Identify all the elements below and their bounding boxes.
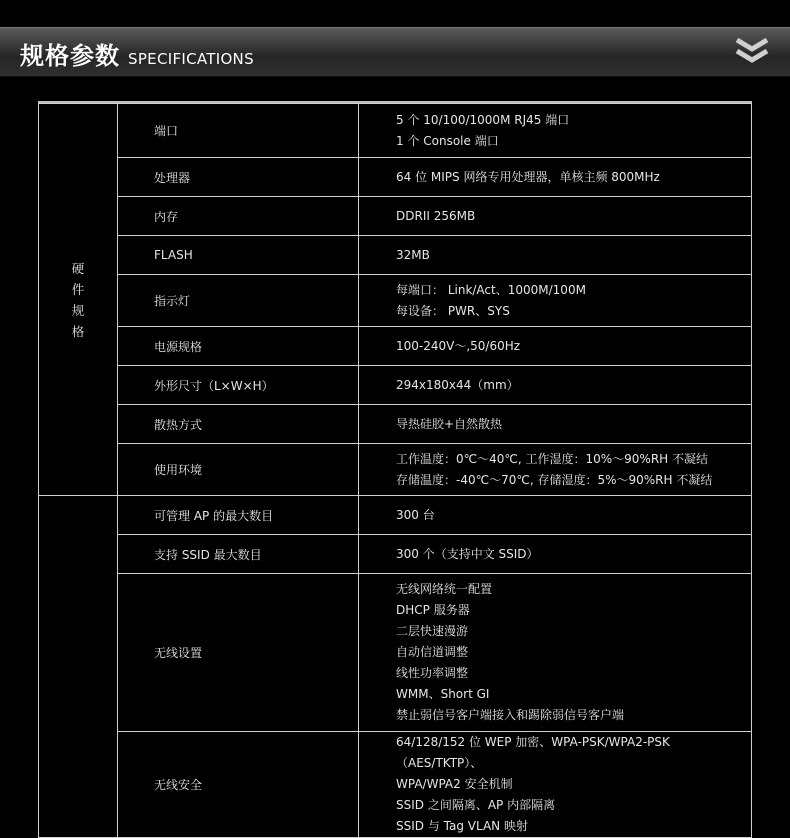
spec-name: 支持 SSID 最大数目 (118, 535, 359, 574)
spec-value-line: 导热硅胶+自然散热 (396, 416, 503, 431)
section-title (20, 36, 254, 70)
spec-value-line: 5 个 10/100/1000M RJ45 端口 (396, 112, 570, 127)
spec-row (39, 104, 752, 158)
spec-row (39, 444, 752, 496)
spec-name: 电源规格 (118, 327, 359, 366)
spec-value (359, 197, 752, 236)
spec-name: 外形尺寸（L×W×H） (118, 366, 359, 405)
spec-value (359, 275, 752, 327)
spec-value (359, 104, 752, 158)
spec-value (359, 236, 752, 275)
spec-name: 无线设置 (118, 574, 359, 732)
spec-row (39, 197, 752, 236)
spec-value-line: 64/128/152 位 WEP 加密、WPA-PSK/WPA2-PSK（AES/TKTP）、 (396, 735, 670, 770)
spec-row (39, 574, 752, 732)
category-char: 规 (71, 302, 85, 318)
spec-value-line: 64 位 MIPS 网络专用处理器，单核主频 800MHz (396, 169, 660, 184)
title-english: SPECIFICATIONS (128, 50, 254, 68)
spec-row (39, 535, 752, 574)
spec-value-line: 300 台 (396, 507, 435, 522)
category-cell (39, 104, 118, 496)
spec-row (39, 327, 752, 366)
specifications-table-wrap (38, 101, 752, 838)
spec-value-line: WPA/WPA2 安全机制 (396, 777, 513, 791)
spec-name: 散热方式 (118, 405, 359, 444)
spec-name: 使用环境 (118, 444, 359, 496)
spec-row (39, 158, 752, 197)
spec-value (359, 327, 752, 366)
spec-name: 端口 (118, 104, 359, 158)
spec-value-line: 存储温度：-40℃～70℃, 存储湿度：5%～90%RH 不凝结 (396, 472, 713, 487)
spec-value-line: 二层快速漫游 (396, 624, 469, 638)
spec-row (39, 236, 752, 275)
spec-value (359, 574, 752, 732)
spec-row (39, 732, 752, 838)
spec-value (359, 496, 752, 535)
spec-name: 处理器 (118, 158, 359, 197)
title-chinese: 规格参数 (20, 42, 120, 70)
spec-row (39, 405, 752, 444)
spec-value (359, 535, 752, 574)
spec-name: 无线安全 (118, 732, 359, 838)
spec-value-line: SSID 与 Tag VLAN 映射 (396, 819, 528, 833)
spec-row (39, 275, 752, 327)
spec-row (39, 366, 752, 405)
spec-value (359, 732, 752, 838)
spec-value-line: 自动信道调整 (396, 645, 469, 659)
page-header (0, 0, 790, 82)
spec-value-line: 32MB (396, 247, 430, 262)
double-chevron-down-icon (734, 38, 770, 66)
spec-value-line: 每设备： PWR、SYS (396, 303, 510, 318)
spec-value-line: DDRII 256MB (396, 208, 476, 223)
category-char: 硬 (71, 260, 85, 276)
spec-name: 指示灯 (118, 275, 359, 327)
category-char: 件 (71, 281, 85, 297)
specifications-table (38, 103, 752, 838)
spec-value-line: 每端口： Link/Act、1000M/100M (396, 282, 586, 297)
spec-name: 内存 (118, 197, 359, 236)
spec-value-line: 工作温度：0℃～40℃, 工作湿度：10%～90%RH 不凝结 (396, 451, 709, 466)
spec-value (359, 444, 752, 496)
spec-value-line: 300 个（支持中文 SSID） (396, 546, 539, 561)
spec-value-line: 线性功率调整 (396, 666, 469, 680)
spec-row (39, 496, 752, 535)
spec-value-line: 无线网络统一配置 (396, 582, 493, 596)
category-char: 格 (71, 323, 85, 339)
spec-value-line: 100-240V～,50/60Hz (396, 338, 521, 353)
spec-value-line: DHCP 服务器 (396, 603, 470, 617)
spec-value (359, 158, 752, 197)
spec-value-line: 294x180x44（mm） (396, 377, 519, 392)
spec-value-line: WMM、Short GI (396, 687, 490, 701)
spec-name: 可管理 AP 的最大数目 (118, 496, 359, 535)
spec-name: FLASH (118, 236, 359, 275)
spec-value (359, 405, 752, 444)
spec-value-line: 1 个 Console 端口 (396, 133, 499, 148)
spec-value-line: SSID 之间隔离、AP 内部隔离 (396, 798, 556, 812)
category-cell (39, 496, 118, 838)
spec-value-line: 禁止弱信号客户端接入和踢除弱信号客户端 (396, 708, 625, 722)
spec-value (359, 366, 752, 405)
